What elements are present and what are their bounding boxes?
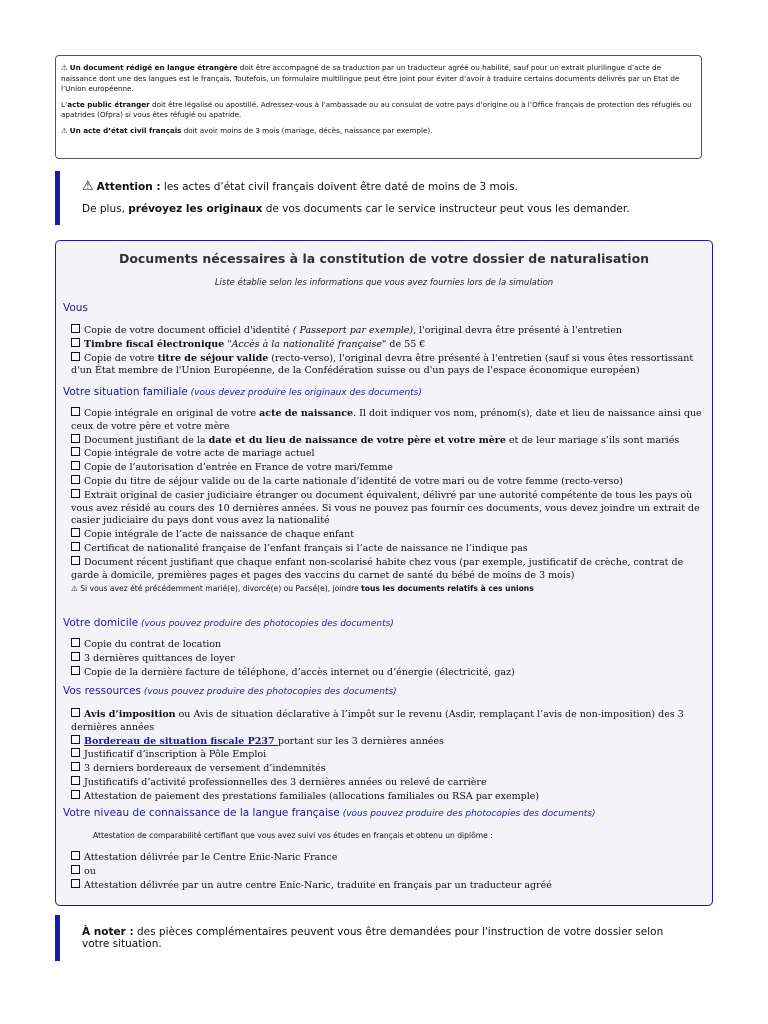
note-callout (55, 915, 722, 961)
checkbox[interactable] (71, 776, 80, 785)
list-item: Copie de la dernière facture de téléphone, d’accès internet ou d’énergie (électricité, gaz) (71, 666, 711, 680)
checkbox[interactable] (71, 638, 80, 647)
notice-paragraph-legalisation: L’acte public étranger doit être légalisé ou apostillé. Adressez-vous à l’ambassade ou au consulat de votre pays d’origine ou à l’Office français de protection des réfugiés ou apatrides (Ofpra) si vous êtes réfugié ou apatride. (61, 99, 692, 119)
section-heading-ressources: Vos ressources (vous pouvez produire des photocopies des documents) (63, 685, 397, 697)
section-heading-vous: Vous (63, 302, 88, 314)
note-text: À noter : des pièces complémentaires peuvent vous être demandées pour l'instruction de votre dossier selon votre situation. (82, 926, 664, 950)
warning-icon: ⚠ (82, 179, 94, 194)
checkbox[interactable] (71, 324, 80, 333)
list-item: Bordereau de situation fiscale P237 portant sur les 3 dernières années (71, 735, 711, 749)
section-list-langue (71, 851, 711, 892)
list-item: Copie de votre document officiel d'identité ( Passeport par exemple), l'original devra être présenté à l'entretien (71, 324, 711, 338)
list-item: Copie de votre titre de séjour valide (recto-verso), l'original devra être présenté à l'entretien (sauf si vous êtes ressortissant d'un État membre de l'Union Européenne, de la Confédération suisse ou d'un pays de l'espace économique européen) (71, 352, 694, 377)
section-list-ressources (71, 708, 711, 804)
section-list-famille (71, 407, 711, 582)
list-item: ou (71, 865, 711, 879)
list-item: Attestation délivrée par un autre centre Enic-Naric, traduite en français par un traducteur agréé (71, 879, 711, 893)
attention-callout (55, 171, 722, 225)
checkbox[interactable] (71, 489, 80, 498)
list-item: Copie de l’autorisation d’entrée en France de votre mari/femme (71, 461, 711, 475)
checkbox[interactable] (71, 851, 80, 860)
checkbox[interactable] (71, 762, 80, 771)
section-list-vous (71, 324, 711, 378)
list-item: 3 derniers bordereaux de versement d’indemnités (71, 762, 711, 776)
list-item: Attestation de paiement des prestations familiales (allocations familiales ou RSA par exemple) (71, 790, 711, 804)
panel-title: Documents nécessaires à la constitution de votre dossier de naturalisation (118, 251, 650, 266)
bordereau-p237-link[interactable]: Bordereau de situation fiscale P237 (84, 735, 278, 747)
list-item: Copie intégrale de votre acte de mariage actuel (71, 447, 711, 461)
list-item: Copie du titre de séjour valide ou de la carte nationale d’identité de votre mari ou de votre femme (recto-verso) (71, 475, 711, 489)
warning-icon: ⚠ (61, 125, 68, 135)
checkbox[interactable] (71, 338, 80, 347)
list-item: Justificatifs d’activité professionnelles des 3 dernières années ou relevé de carrière (71, 776, 711, 790)
list-item: Copie intégrale en original de votre acte de naissance. Il doit indiquer vos nom, prénom(s), date et lieu de naissance ainsi que ceux de votre père et votre mère (71, 408, 702, 432)
list-item: Avis d’imposition ou Avis de situation déclarative à l’impôt sur le revenu (Asdir, remplaçant l’avis de non-imposition) des 3 dernières années (71, 709, 684, 733)
originals-line: De plus, prévoyez les originaux de vos documents car le service instructeur peut vous les demander. (82, 203, 630, 215)
notice-paragraph-french-civil-act: ⚠ Un acte d’état civil français doit avoir moins de 3 mois (mariage, décès, naissance par exemple). (61, 125, 433, 135)
checkbox[interactable] (71, 556, 80, 565)
checkbox[interactable] (71, 652, 80, 661)
list-item: Document récent justifiant que chaque enfant non-scolarisé habite chez vous (par exemple, justificatif de crèche, contrat de garde à domicile, premières pages et pages des vaccins du carnet de santé du bébé de moins de 3 mois) (71, 556, 684, 581)
checkbox[interactable] (71, 735, 80, 744)
checkbox[interactable] (71, 542, 80, 551)
checkbox[interactable] (71, 708, 80, 717)
section-list-domicile (71, 638, 711, 679)
previous-unions-note: ⚠ Si vous avez été précédemment marié(e), divorcé(e) ou Pacsé(e), joindre tous les documents relatifs à ces unions (71, 584, 534, 593)
checkbox[interactable] (71, 447, 80, 456)
checkbox[interactable] (71, 352, 80, 361)
attention-line: ⚠ Attention : les actes d’état civil français doivent être daté de moins de 3 mois. (82, 179, 518, 194)
checkbox[interactable] (71, 666, 80, 675)
list-item: Certificat de nationalité française de l’enfant français si l’acte de naissance ne l’indique pas (71, 542, 711, 556)
checkbox[interactable] (71, 748, 80, 757)
list-item: Justificatif d’inscription à Pôle Emploi (71, 748, 711, 762)
checkbox[interactable] (71, 528, 80, 537)
warning-icon: ⚠ (61, 63, 68, 72)
checkbox[interactable] (71, 879, 80, 888)
list-item: Document justifiant de la date et du lieu de naissance de votre père et votre mère et de leur mariage s’ils sont mariés (71, 434, 711, 448)
checkbox[interactable] (71, 407, 80, 416)
checkbox[interactable] (71, 475, 80, 484)
documents-panel (55, 240, 713, 906)
list-item: Attestation délivrée par le Centre Enic-Naric France (71, 851, 711, 865)
list-item: Copie du contrat de location (71, 638, 711, 652)
checkbox[interactable] (71, 790, 80, 799)
checkbox[interactable] (71, 461, 80, 470)
warning-icon: ⚠ (71, 584, 78, 593)
section-heading-domicile: Votre domicile (vous pouvez produire des photocopies des documents) (63, 617, 394, 629)
panel-subtitle: Liste établie selon les informations que vous avez fournies lors de la simulation (214, 278, 554, 288)
notice-paragraph-translation: ⚠ Un document rédigé en langue étrangère doit être accompagné de sa traduction par un traducteur agréé ou habilité, sauf pour un extrait plurilingue d’acte de naissance dont une des langues est le français. Toutefois, un formulaire multilingue peut être joint pour éviter d’avoir à traduire certains documents délivrés par un État de l’Union européenne. (61, 63, 680, 93)
checkbox[interactable] (71, 865, 80, 874)
list-item: Timbre fiscal électronique "Accès à la nationalité française" de 55 € (71, 338, 711, 352)
list-item: Extrait original de casier judiciaire étranger ou document équivalent, délivré par une autorité compétente de tous les pays où vous avez résidé au cours des 10 dernières années. Si vous ne pouvez pas fournir ces documents, vous devez joindre un extrait de casier judiciaire du pays dont vous avez la nationalité (71, 489, 700, 527)
section-heading-famille: Votre situation familiale (vous devez produire les originaux des documents) (63, 386, 422, 398)
foreign-documents-notice (55, 55, 702, 159)
comparability-attestation-intro: Attestation de comparabilité certifiant que vous avez suivi vos études en français et obtenu un diplôme : (93, 831, 493, 840)
list-item: Copie intégrale de l’acte de naissance de chaque enfant (71, 528, 711, 542)
checkbox[interactable] (71, 434, 80, 443)
list-item: 3 dernières quittances de loyer (71, 652, 711, 666)
section-heading-langue: Votre niveau de connaissance de la langue française (vous pouvez produire des photocopies des documents) (63, 807, 596, 819)
